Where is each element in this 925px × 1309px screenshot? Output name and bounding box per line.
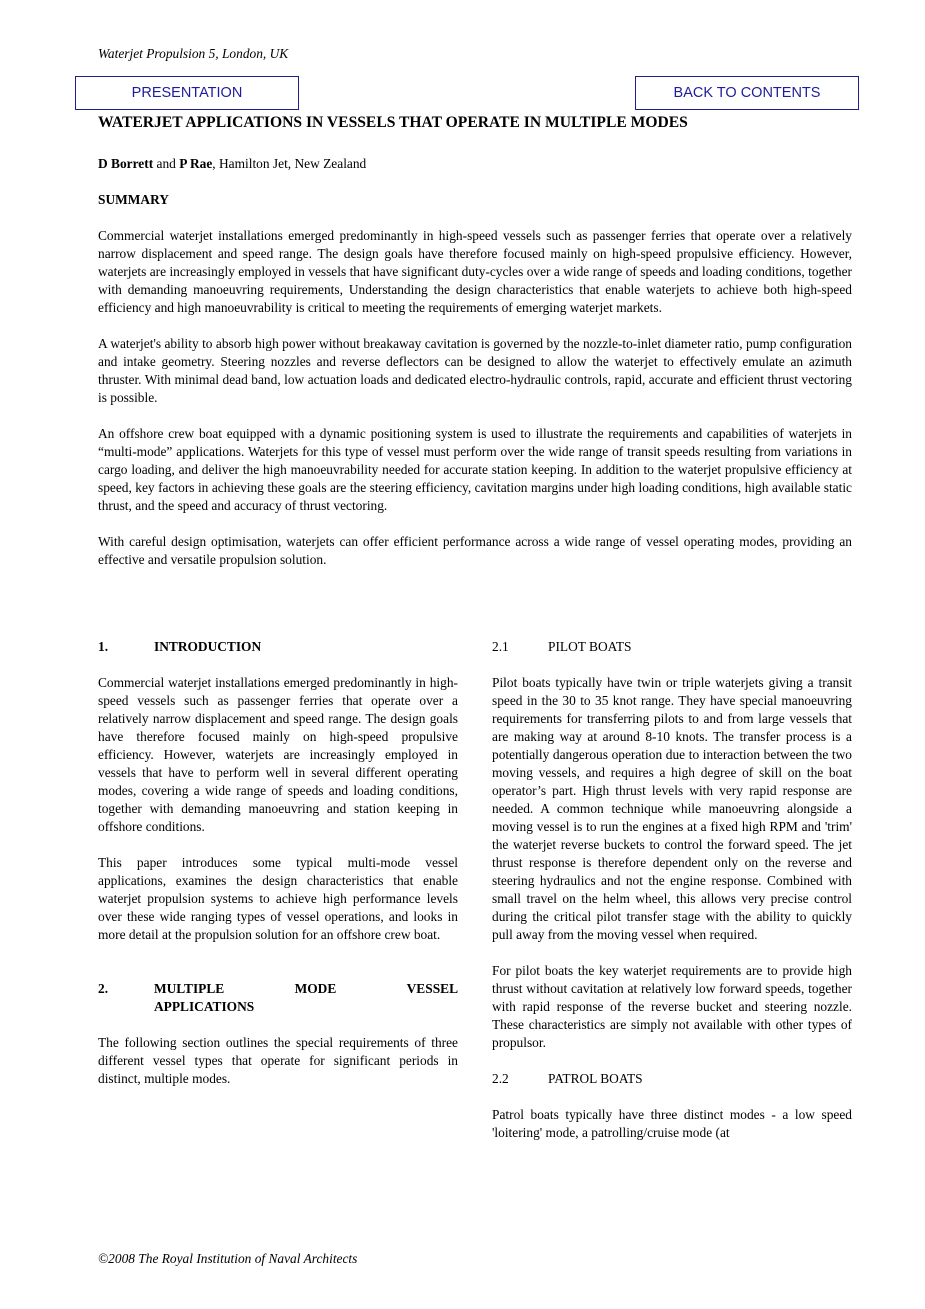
summary-paragraph: With careful design optimisation, waterjets can offer efficient performance across a wide range of vessel operating modes, providing an effective and versatile propulsion solution. [98,534,852,567]
subsection-2-1-heading [492,638,852,656]
subsection-title: PILOT BOATS [548,639,632,654]
section-1-paragraph-2: This paper introduces some typical multi-mode vessel applications, examines the design characteristics that enable waterjet propulsion systems to achieve high performance levels over these wide ranging types of vessel operations, and looks in more detail at the propulsion solution for an offshore crew boat. [98,855,458,942]
summary [98,227,852,587]
paper-title: WATERJET APPLICATIONS IN VESSELS THAT OPERATE IN MULTIPLE MODES [98,114,688,131]
subsection-2-2-heading [492,1070,852,1088]
summary-paragraph: Commercial waterjet installations emerged predominantly in high-speed vessels such as passenger ferries that operate over a relatively narrow displacement and speed range. The design goals have therefore focused mainly on high-speed propulsive efficiency. However, waterjets are increasingly employed in vessels that have significant duty-cycles over a wide range of speeds and loading conditions, together with demanding manoeuvring requirements, Understanding the design characteristics that enable waterjets to achieve both high-speed efficiency and high manoeuvrability is critical to meeting the requirements of emerging waterjet markets. [98,228,852,315]
section-2-heading [98,980,458,1016]
affiliation: , Hamilton Jet, New Zealand [212,156,367,171]
section-title: INTRODUCTION [154,639,262,654]
author-1: D Borrett [98,156,154,171]
summary-heading: SUMMARY [98,192,169,207]
section-1-paragraph-1: Commercial waterjet installations emerged predominantly in high-speed vessels such as passenger ferries that operate over a relatively narrow displacement and speed range. The design goals have therefore focused mainly on high-speed propulsive efficiency. However, waterjets are increasingly employed in vessels that have to perform well in several different operating modes, covering a wide range of speeds and loading conditions, together with demanding manoeuvring and station keeping in offshore conditions. [98,675,458,834]
back-to-contents-button[interactable]: BACK TO CONTENTS [635,76,859,110]
subsection-number: 2.1 [492,639,509,654]
section-number: 2. [98,981,109,996]
subsection-2-1-paragraph-1: Pilot boats typically have twin or triple waterjets giving a transit speed in the 30 to 35 knot range. They have special manoeuvring requirements for transferring pilots to and from large vessels that are making way at around 8-10 knots. The transfer process is a potentially dangerous operation due to interaction between the two moving vessels, and requires a high degree of skill on the boat operator’s part. High thrust levels with very rapid response are needed. A common technique while manoeuvring alongside a moving vessel is to run the engines at a fixed high RPM and 'trim' the waterjet reverse buckets to control the forward speed. The jet thrust response is therefore dependent only on the reverse and steering hydraulics and not the engine response. Combined with small travel on the helm wheel, this allows very precise control during the critical pilot transfer stage with the ability to quickly pull away from the moving vessel when required. [492,675,852,942]
section-1-heading [98,638,458,656]
section-title-word: APPLICATIONS [154,999,255,1014]
section-number: 1. [98,639,109,654]
subsection-2-1-paragraph-2: For pilot boats the key waterjet requirements are to provide high thrust without cavitation at relatively low forward speeds, together with rapid response of the reverse bucket and steering nozzle. These characteristics are simply not available with other types of propulsor. [492,963,852,1050]
left-column [98,638,458,1106]
presentation-button[interactable]: PRESENTATION [75,76,299,110]
author-conjunction: and [153,156,180,171]
subsection-2-2-paragraph-1: Patrol boats typically have three distinct modes - a low speed 'loitering' mode, a patrolling/cruise mode (at [492,1107,852,1140]
author-line [98,155,366,173]
running-head: Waterjet Propulsion 5, London, UK [98,46,289,61]
summary-paragraph: A waterjet's ability to absorb high power without breakaway cavitation is governed by the nozzle-to-inlet diameter ratio, pump configuration and intake geometry. Steering nozzles and reverse deflectors can be designed to allow the waterjet to effectively emulate an azimuth thruster. With minimal dead band, low actuation loads and dedicated electro-hydraulic controls, rapid, accurate and efficient thrust vectoring is possible. [98,336,852,405]
section-title-word: MODE [294,981,337,996]
section-title-word: MULTIPLE [154,981,225,996]
copyright-footer: ©2008 The Royal Institution of Naval Architects [98,1251,358,1266]
subsection-number: 2.2 [492,1071,509,1086]
section-2-paragraph-1: The following section outlines the special requirements of three different vessel types that operate for significant periods in distinct, multiple modes. [98,1035,458,1086]
summary-paragraph: An offshore crew boat equipped with a dynamic positioning system is used to illustrate the requirements and capabilities of waterjets in “multi-mode” applications. Waterjets for this type of vessel must perform over the wide range of transit speeds resulting from variations in cargo loading, and deliver the high manoeuvrability needed for accurate station keeping. In addition to the waterjet propulsive efficiency at speed, key factors in achieving these goals are the steering efficiency, cavitation margins under high loading conditions, high available static thrust, and the speed and accuracy of thrust vectoring. [98,426,852,513]
section-title-word: VESSEL [406,981,458,996]
author-2: P Rae [179,156,213,171]
right-column [492,638,852,1160]
subsection-title: PATROL BOATS [548,1071,643,1086]
